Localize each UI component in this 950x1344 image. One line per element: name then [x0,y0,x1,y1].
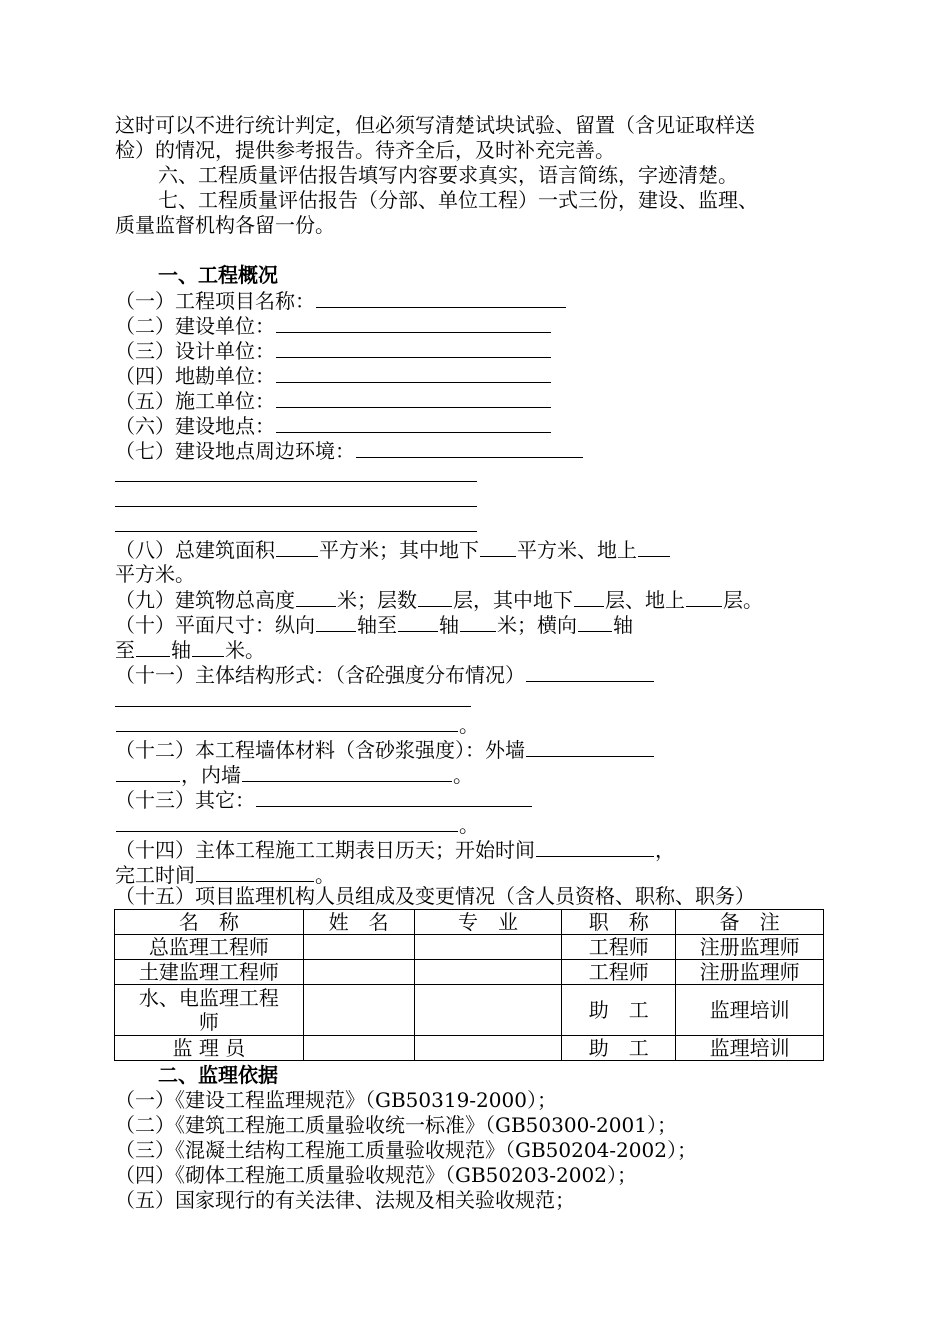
floors-blank[interactable] [418,587,452,607]
table-cell[interactable] [414,985,562,1036]
table-cell[interactable] [303,960,414,985]
field-label: 层。 [723,588,763,612]
table-row [115,960,824,985]
intro-line-2: 检）的情况，提供参考报告。待齐全后，及时补充完善。 [115,138,615,162]
cross-axis-from-blank[interactable] [578,612,612,632]
table-cell: 监理培训 [676,985,824,1036]
field-label: ，内墙 [181,763,241,787]
table-cell: 水、电监理工程师 [115,985,304,1036]
period: 。 [453,763,473,787]
long-axis-from-blank[interactable] [316,612,356,632]
underground-floors-blank[interactable] [574,587,604,607]
table-cell[interactable] [414,960,562,985]
field-plan-dimensions [115,612,633,637]
intro-item-7: 七、工程质量评估报告（分部、单位工程）一式三份，建设、监理、 [158,188,758,212]
exterior-wall-blank-2[interactable] [116,762,180,782]
structure-type-blank-line-1[interactable] [115,706,471,707]
field-label: 轴 [171,638,191,662]
surroundings-blank-line-1[interactable] [115,481,477,482]
field-label: 完工时间 [115,863,195,887]
period: 。 [459,713,479,737]
comma: ， [655,838,675,862]
structure-type-line-2 [115,712,479,737]
cross-length-blank[interactable] [192,637,224,657]
field-label: （五）施工单位： [115,389,275,413]
field-survey-unit [115,363,552,388]
field-label: （二）建设单位： [115,314,275,338]
table-cell: 总监理工程师 [115,935,304,960]
table-cell: 工程师 [562,960,676,985]
basis-item-3: （三）《混凝土结构工程施工质量验收规范》（GB50204-2002）； [115,1138,697,1162]
field-label: 轴 [439,613,459,637]
table-header: 职 称 [562,910,676,935]
staff-table [114,909,824,1061]
field-construction-unit [115,313,552,338]
table-cell[interactable] [303,935,414,960]
table-cell: 注册监理师 [676,935,824,960]
field-label: （十）平面尺寸：纵向 [115,613,315,637]
basis-item-2: （二）《建筑工程施工质量验收统一标准》（GB50300-2001）； [115,1113,677,1137]
field-label: （十二）本工程墙体材料（含砂浆强度）：外墙 [115,738,525,762]
finish-date-blank[interactable] [196,862,314,882]
field-total-area [115,537,671,562]
field-design-unit [115,338,552,363]
period: 。 [459,813,479,837]
field-wall-material-cont [115,762,473,787]
long-axis-to-blank[interactable] [398,612,438,632]
field-contractor [115,388,552,413]
field-wall-material [115,737,655,762]
table-cell: 土建监理工程师 [115,960,304,985]
basis-item-5: （五）国家现行的有关法律、法规及相关验收规范； [115,1188,575,1212]
field-surroundings [115,438,584,463]
surroundings-blank[interactable] [356,438,583,458]
field-label: （十三）其它： [115,788,255,812]
long-length-blank[interactable] [460,612,496,632]
field-label: 至 [115,638,135,662]
period: 。 [315,863,335,887]
field-project-name [115,288,567,313]
construction-unit-blank[interactable] [276,313,551,333]
field-building-height [115,587,763,612]
field-label: （十四）主体工程施工工期表日历天；开始时间 [115,838,535,862]
intro-item-6: 六、工程质量评估报告填写内容要求真实，语言简练，字迹清楚。 [158,163,738,187]
intro-line-1: 这时可以不进行统计判定，但必须写清楚试块试验、留置（含见证取样送 [115,113,755,137]
table-header: 备 注 [676,910,824,935]
intro-item-7-cont: 质量监督机构各留一份。 [115,213,335,237]
field-label: 米；横向 [497,613,577,637]
project-name-blank[interactable] [316,288,566,308]
field-other-cont [115,812,479,837]
aboveground-floors-blank[interactable] [686,587,722,607]
field-label: 平方米、地上 [517,538,637,562]
table-header: 姓 名 [303,910,414,935]
table-header-row [115,910,824,935]
surroundings-blank-line-2[interactable] [115,506,477,507]
other-blank[interactable] [256,787,532,807]
contractor-blank[interactable] [276,388,551,408]
table-header: 名 称 [115,910,304,935]
site-location-blank[interactable] [276,413,551,433]
field-label: 轴至 [357,613,397,637]
field-label: （一）工程项目名称： [115,289,315,313]
height-blank[interactable] [296,587,336,607]
field-label: （四）地勘单位： [115,364,275,388]
field-site-location [115,413,552,438]
total-area-blank[interactable] [276,537,318,557]
field-label: 米；层数 [337,588,417,612]
section-1-title: 一、工程概况 [158,263,278,287]
field-label: （六）建设地点： [115,414,275,438]
field-label: （三）设计单位： [115,339,275,363]
survey-unit-blank[interactable] [276,363,551,383]
start-date-blank[interactable] [536,837,654,857]
cross-axis-to-blank[interactable] [136,637,170,657]
exterior-wall-blank[interactable] [526,737,654,757]
other-blank-line-2[interactable] [116,812,458,832]
aboveground-area-blank[interactable] [638,537,670,557]
basis-item-1: （一）《建设工程监理规范》（GB50319-2000）； [115,1088,557,1112]
table-row [115,1036,824,1061]
field-label: 米。 [225,638,265,662]
design-unit-blank[interactable] [276,338,551,358]
table-cell[interactable] [414,1036,562,1061]
field-total-area-unit: 平方米。 [115,562,195,586]
table-cell[interactable] [303,1036,414,1061]
field-schedule [115,837,675,862]
table-cell: 工程师 [562,935,676,960]
table-cell: 助 工 [562,1036,676,1061]
field-label: 层，其中地下 [453,588,573,612]
table-cell: 助 工 [562,985,676,1036]
table-cell: 监理培训 [676,1036,824,1061]
section-2-title: 二、监理依据 [158,1063,278,1087]
field-label: （八）总建筑面积 [115,538,275,562]
field-structure-type [115,662,655,687]
field-label: （七）建设地点周边环境： [115,439,355,463]
field-label: （九）建筑物总高度 [115,588,295,612]
field-other [115,787,533,812]
structure-type-blank[interactable] [526,662,654,682]
field-label: （十一）主体结构形式：（含砼强度分布情况） [115,663,525,687]
field-label: 层、地上 [605,588,685,612]
interior-wall-blank[interactable] [242,762,452,782]
basis-item-4: （四）《砌体工程施工质量验收规范》（GB50203-2002）； [115,1163,637,1187]
table-cell: 监 理 员 [115,1036,304,1061]
table-cell: 注册监理师 [676,960,824,985]
field-plan-dimensions-cont [115,637,265,662]
underground-area-blank[interactable] [480,537,516,557]
table-cell[interactable] [303,985,414,1036]
structure-type-blank-line-2[interactable] [116,712,458,732]
table-header: 专 业 [414,910,562,935]
table-cell[interactable] [414,935,562,960]
field-label: 平方米；其中地下 [319,538,479,562]
field-staff-composition: （十五）项目监理机构人员组成及变更情况（含人员资格、职称、职务） [115,884,755,908]
surroundings-blank-line-3[interactable] [115,531,477,532]
field-label: 轴 [613,613,633,637]
table-row [115,935,824,960]
table-row [115,985,824,1036]
